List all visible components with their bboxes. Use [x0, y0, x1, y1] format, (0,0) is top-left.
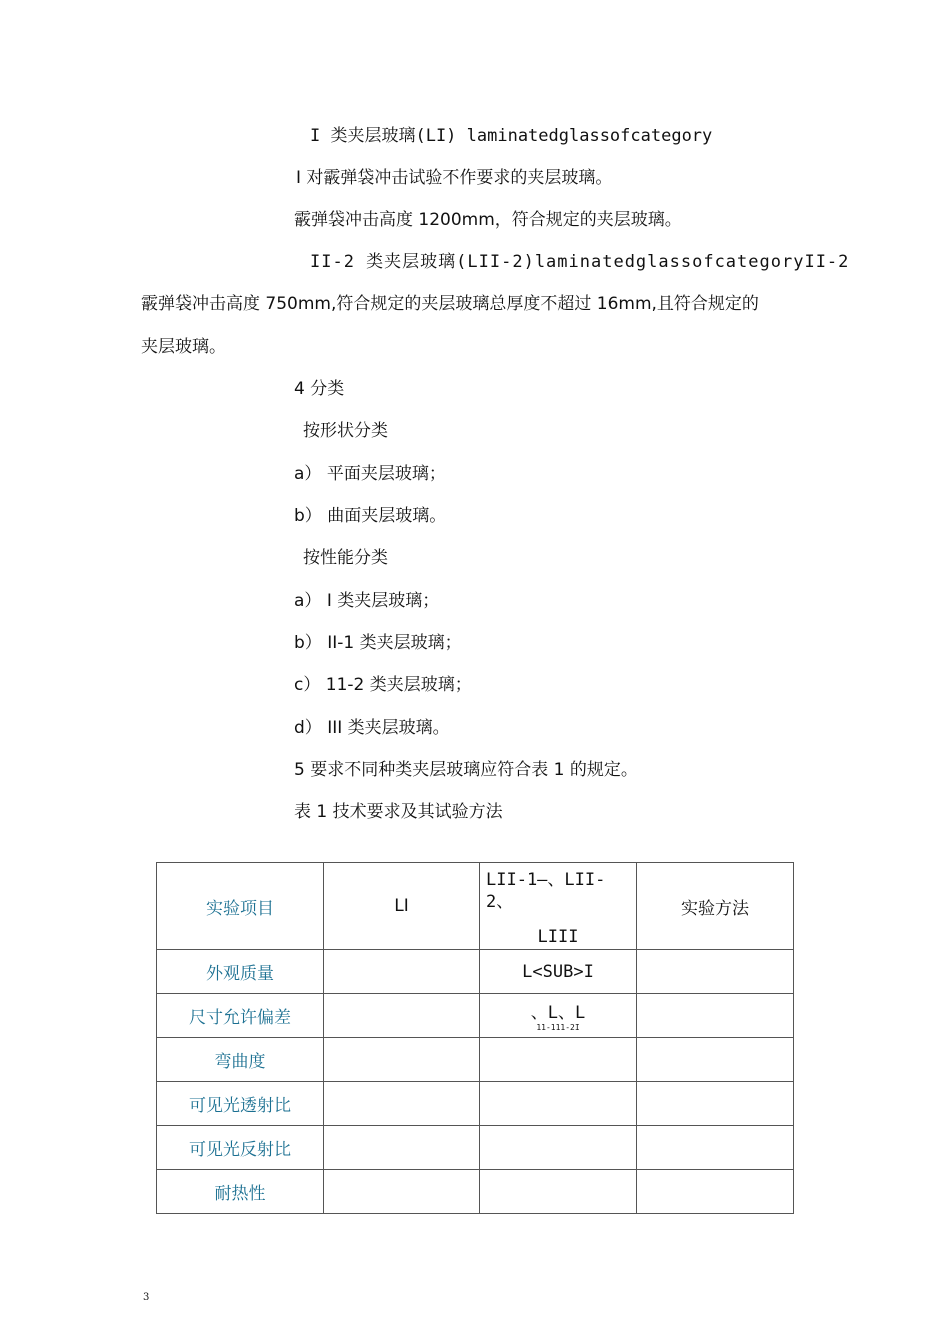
- table-row: [157, 950, 794, 994]
- section-heading-classification: 4 分类: [294, 379, 345, 399]
- row-li-cell: [324, 994, 480, 1038]
- table-row: [157, 1126, 794, 1170]
- list-item-category-i: a） I 类夹层玻璃；: [294, 591, 440, 611]
- row-lii-cell: [480, 950, 637, 994]
- header-test-item: 实验项目: [157, 863, 324, 950]
- row-lii-cell: [480, 1170, 637, 1214]
- row-li-cell: [324, 950, 480, 994]
- header-lii: [480, 863, 637, 950]
- row-li-cell: [324, 1038, 480, 1082]
- table-header-row: [157, 863, 794, 950]
- list-item-category-ii1: b） II-1 类夹层玻璃；: [294, 633, 462, 653]
- table-row: [157, 1038, 794, 1082]
- definition-li-title: I 类夹层玻璃(LI) laminatedglassofcategory: [310, 126, 713, 146]
- list-item-flat: a） 平面夹层玻璃；: [294, 464, 446, 484]
- row-label: 耐热性: [157, 1170, 324, 1214]
- list-item-category-iii: d） III 类夹层玻璃。: [294, 718, 450, 738]
- row-li-cell: [324, 1126, 480, 1170]
- row-label: 可见光透射比: [157, 1082, 324, 1126]
- header-li: LI: [324, 863, 480, 950]
- row-li-cell: [324, 1082, 480, 1126]
- row-lii-cell: [480, 1038, 637, 1082]
- definition-lii1-text: 霰弹袋冲击高度 1200mm，符合规定的夹层玻璃。: [294, 210, 682, 230]
- row-method-cell: [637, 1126, 794, 1170]
- row-method-cell: [637, 994, 794, 1038]
- row-lii-cell: [480, 1126, 637, 1170]
- row-li-cell: [324, 1170, 480, 1214]
- list-item-curved: b） 曲面夹层玻璃。: [294, 506, 447, 526]
- requirements-table: [156, 862, 794, 1214]
- table-row: [157, 994, 794, 1038]
- subheading-by-shape: 按形状分类: [303, 421, 388, 441]
- row-label: 弯曲度: [157, 1038, 324, 1082]
- row-lii-text: L<SUB>I: [522, 961, 594, 982]
- row-method-cell: [637, 1170, 794, 1214]
- header-lii-top: LII-1—、LII-2、: [486, 870, 606, 912]
- subheading-by-performance: 按性能分类: [303, 548, 388, 568]
- definition-lii2-title: II-2 类夹层玻璃(LII-2)laminatedglassofcategoryII-2: [310, 252, 850, 272]
- header-test-method: 实验方法: [637, 863, 794, 950]
- row-lii-subscript: 11-111-2I: [536, 1023, 580, 1032]
- definition-li-text: I 对霰弹袋冲击试验不作要求的夹层玻璃。: [296, 168, 613, 188]
- row-method-cell: [637, 1038, 794, 1082]
- row-method-cell: [637, 950, 794, 994]
- row-label: 可见光反射比: [157, 1126, 324, 1170]
- header-lii-bottom: LIII: [537, 927, 579, 947]
- definition-lii2-text: 霰弹袋冲击高度 750mm,符合规定的夹层玻璃总厚度不超过 16mm,且符合规定的: [141, 294, 759, 314]
- row-label: 尺寸允许偏差: [157, 994, 324, 1038]
- page-number: 3: [143, 1292, 150, 1303]
- section-heading-requirements: 5 要求不同种类夹层玻璃应符合表 1 的规定。: [294, 760, 638, 780]
- table-caption: 表 1 技术要求及其试验方法: [294, 802, 503, 822]
- table-row: [157, 1082, 794, 1126]
- table-row: [157, 1170, 794, 1214]
- definition-lii2-text-cont: 夹层玻璃。: [141, 337, 226, 357]
- row-lii-cell: [480, 1082, 637, 1126]
- row-label: 外观质量: [157, 950, 324, 994]
- row-lii-text: 、L、L: [530, 1003, 586, 1023]
- row-method-cell: [637, 1082, 794, 1126]
- list-item-category-ii2: c） 11-2 类夹层玻璃；: [294, 675, 472, 695]
- row-lii-cell: [480, 994, 637, 1038]
